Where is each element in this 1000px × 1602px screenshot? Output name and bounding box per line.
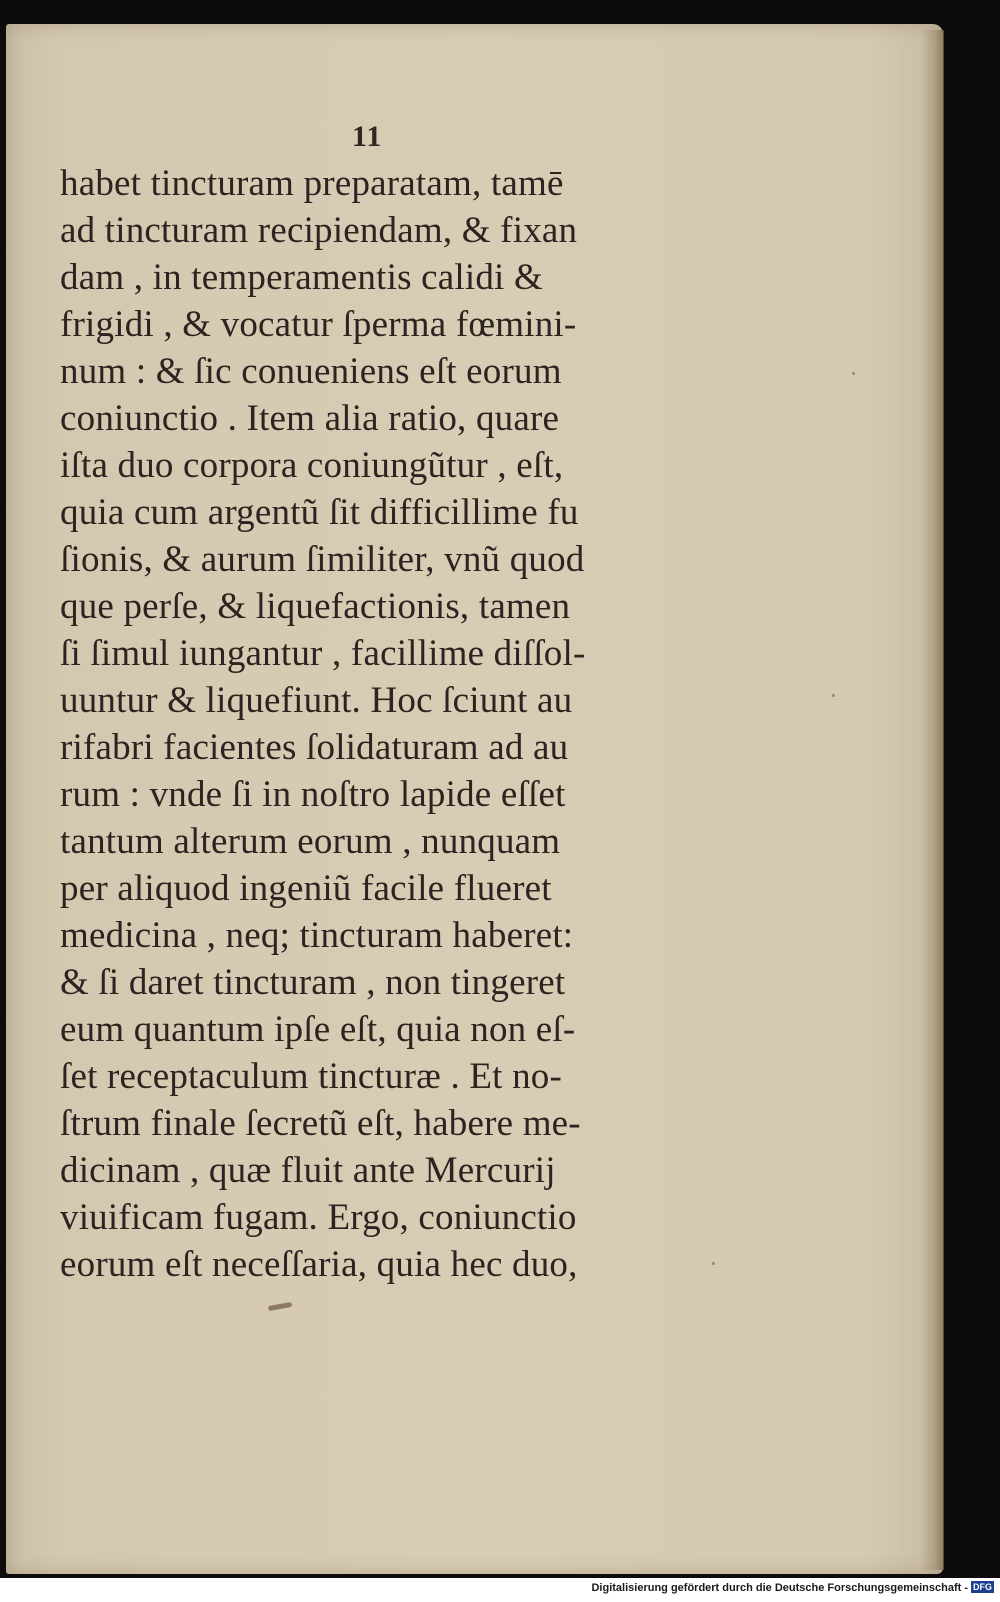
- text-line: dam , in temperamentis calidi &: [60, 257, 543, 298]
- text-line: uuntur & liquefiunt. Hoc ſciunt au: [60, 680, 573, 721]
- text-line: ſionis, & aurum ſimiliter, vnũ quod: [60, 539, 585, 580]
- digitization-credit: [420, 1581, 994, 1599]
- text-line: dicinam , quæ fluit ante Mercurij: [60, 1150, 556, 1191]
- text-line: viuificam fugam. Ergo, coniunctio: [60, 1197, 577, 1238]
- text-line: rum : vnde ſi in noſtro lapide eſſet: [60, 774, 566, 815]
- text-line: habet tincturam preparatam, tamē: [60, 163, 564, 204]
- text-line: tantum alterum eorum , nunquam: [60, 821, 561, 862]
- text-line: coniunctio . Item alia ratio, quare: [60, 398, 560, 439]
- text-line: & ſi daret tincturam , non tingeret: [60, 962, 566, 1003]
- text-line: num : & ſic conueniens eſt eorum: [60, 351, 562, 392]
- text-line: ſi ſimul iungantur , facillime diſſol-: [60, 633, 586, 674]
- page-edge-shadow: [920, 30, 944, 1570]
- paper-speck: [712, 1262, 715, 1265]
- text-line: quia cum argentũ ſit difficillime fu: [60, 492, 579, 533]
- text-line: frigidi , & vocatur ſperma fœmini-: [60, 304, 577, 345]
- text-line: rifabri facientes ſolidaturam ad au: [60, 727, 569, 768]
- body-text: [60, 160, 700, 1288]
- dfg-logo: DFG: [973, 1582, 992, 1592]
- text-line: que perſe, & liquefactionis, tamen: [60, 586, 571, 627]
- text-line: eum quantum ipſe eſt, quia non eſ-: [60, 1009, 576, 1050]
- text-line: per aliquod ingeniũ facile flueret: [60, 868, 552, 909]
- text-line: medicina , neq; tincturam haberet:: [60, 915, 574, 956]
- text-line: eorum eſt neceſſaria, quia hec duo,: [60, 1244, 578, 1285]
- paper-speck: [852, 372, 855, 375]
- text-line: ſtrum finale ſecretũ eſt, habere me-: [60, 1103, 581, 1144]
- text-line: ſet receptaculum tincturæ . Et no-: [60, 1056, 563, 1097]
- page-number: 11: [352, 120, 383, 153]
- paper-speck: [832, 694, 835, 697]
- credit-text: Digitalisierung gefördert durch die Deutsche Forschungsgemeinschaft -: [591, 1582, 968, 1594]
- text-line: iſta duo corpora coniungũtur , eſt,: [60, 445, 564, 486]
- text-line: ad tincturam recipiendam, & fixan: [60, 210, 578, 251]
